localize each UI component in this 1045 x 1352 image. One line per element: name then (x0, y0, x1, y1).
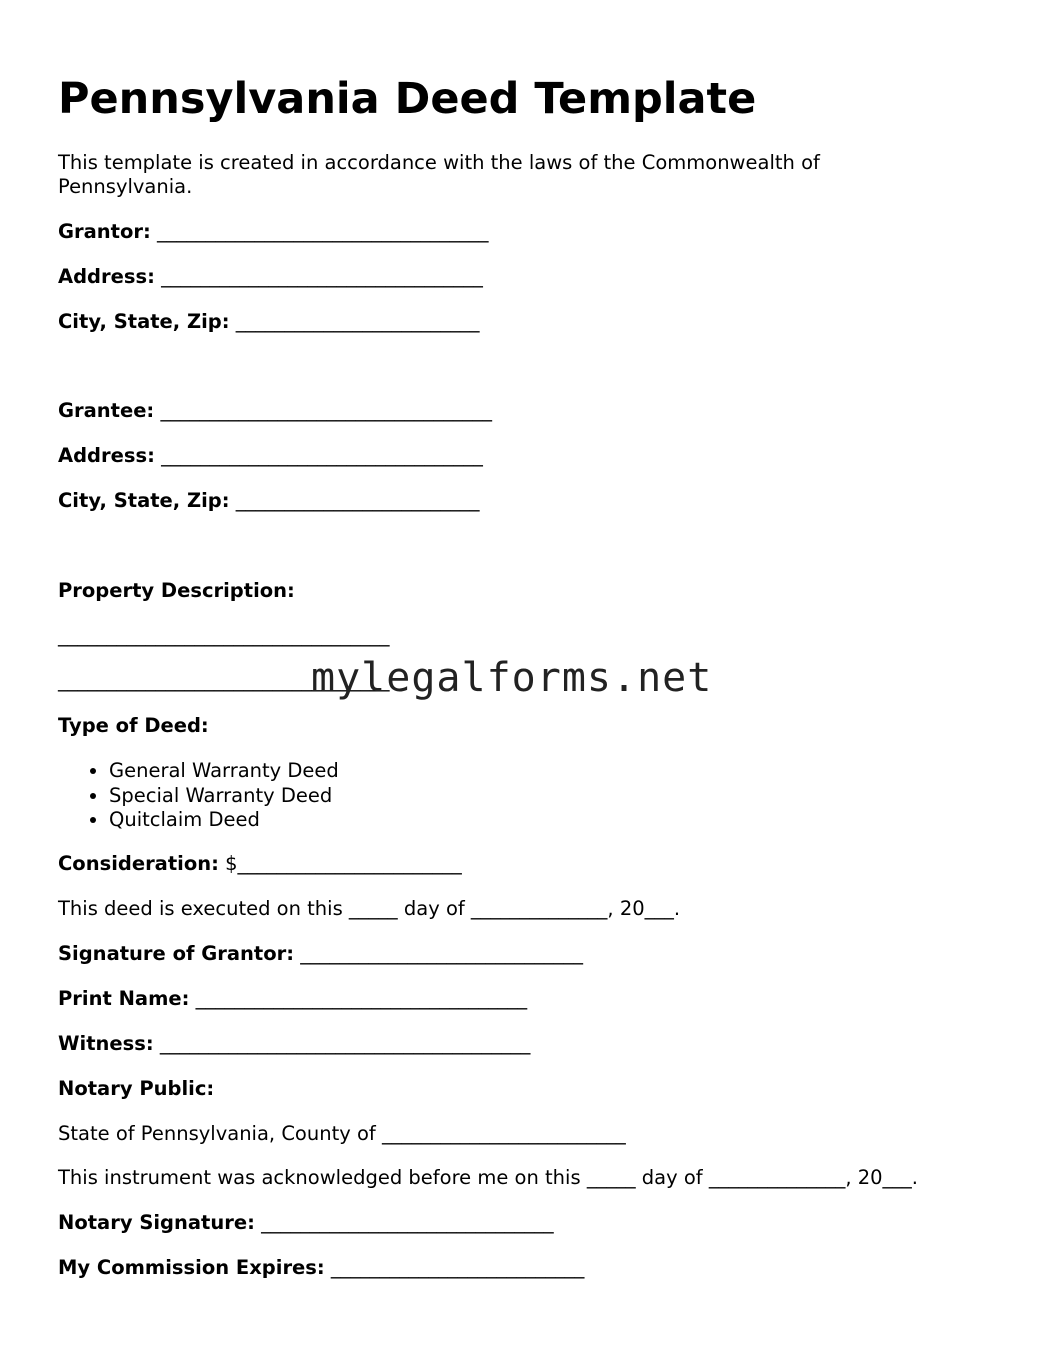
grantor-address-field[interactable]: _________________________________ (161, 265, 483, 288)
watermark-text: mylegalforms.net (311, 655, 713, 701)
consideration-field[interactable]: $_______________________ (225, 852, 462, 875)
print-name-row (58, 987, 527, 1011)
property-description-line-1[interactable]: __________________________________ (58, 624, 390, 647)
grantor-name-field[interactable]: __________________________________ (157, 220, 489, 243)
notary-county-line[interactable]: State of Pennsylvania, County of _________________________ (58, 1122, 626, 1145)
witness-row (58, 1032, 530, 1056)
witness-label: Witness: (58, 1032, 154, 1055)
notary-signature-row (58, 1211, 554, 1235)
notary-public-label: Notary Public: (58, 1077, 215, 1100)
grantor-city-row (58, 310, 480, 334)
grantee-city-field[interactable]: _________________________ (235, 489, 480, 512)
grantor-name-row (58, 220, 489, 244)
print-name-label: Print Name: (58, 987, 190, 1010)
intro-paragraph: This template is created in accordance with the laws of the Commonwealth of Pennsylvania. (58, 151, 820, 198)
grantor-signature-row (58, 942, 583, 966)
execution-date-line[interactable]: This deed is executed on this _____ day of ______________, 20___. (58, 897, 681, 920)
witness-field[interactable]: ______________________________________ (159, 1032, 531, 1055)
deed-type-list (58, 759, 339, 833)
commission-expires-row (58, 1256, 584, 1280)
page-title: Pennsylvania Deed Template (58, 74, 757, 124)
grantor-address-row (58, 265, 483, 289)
property-description-label: Property Description: (58, 579, 295, 602)
deed-type-quitclaim: • Quitclaim Deed (109, 808, 339, 833)
notary-signature-field[interactable]: ______________________________ (261, 1211, 554, 1234)
deed-type-label: Type of Deed: (58, 714, 209, 737)
grantor-city-field[interactable]: _________________________ (235, 310, 480, 333)
deed-type-general-warranty: • General Warranty Deed (109, 759, 339, 784)
notary-signature-label: Notary Signature: (58, 1211, 255, 1234)
consideration-row (58, 852, 462, 876)
print-name-field[interactable]: __________________________________ (195, 987, 528, 1010)
grantee-city-label: City, State, Zip: (58, 489, 230, 512)
grantor-signature-label: Signature of Grantor: (58, 942, 295, 965)
notary-acknowledgment-line[interactable]: This instrument was acknowledged before me on this _____ day of ______________, 20___. (58, 1166, 918, 1189)
grantor-name-label: Grantor: (58, 220, 151, 243)
grantor-signature-field[interactable]: _____________________________ (300, 942, 583, 965)
commission-expires-field[interactable]: __________________________ (330, 1256, 585, 1279)
grantee-name-field[interactable]: __________________________________ (160, 399, 492, 422)
grantee-address-field[interactable]: _________________________________ (161, 444, 483, 467)
grantee-address-row (58, 444, 483, 468)
grantee-name-label: Grantee: (58, 399, 155, 422)
grantee-address-label: Address: (58, 444, 155, 467)
consideration-label: Consideration: (58, 852, 219, 875)
grantor-city-label: City, State, Zip: (58, 310, 230, 333)
deed-type-special-warranty: • Special Warranty Deed (109, 784, 339, 809)
property-description-line-2[interactable]: __________________________________ (58, 669, 390, 692)
grantee-city-row (58, 489, 480, 513)
grantor-address-label: Address: (58, 265, 155, 288)
commission-expires-label: My Commission Expires: (58, 1256, 325, 1279)
grantee-name-row (58, 399, 492, 423)
